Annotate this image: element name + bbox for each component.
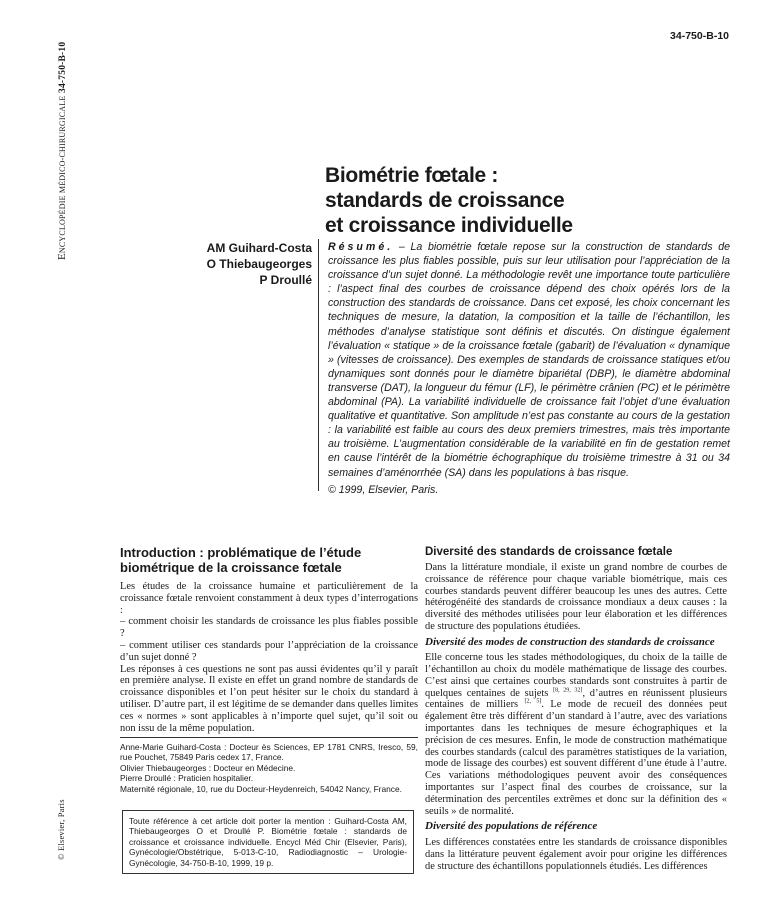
section-heading-diversite: Diversité des standards de croissance fœtale <box>425 546 673 558</box>
affiliation: Maternité régionale, 10, rue du Docteur-Heydenreich, 54042 Nancy, France. <box>120 783 402 794</box>
column-left <box>120 545 418 734</box>
paragraph <box>425 652 727 817</box>
text-run: Elle concerne tous les stades méthodologiques, du choix de la taille de l’échantillon au choix du modèle mathématique de lissage des courbes. C’est ainsi que certaines courbes standards sont construites à partir de quelques centaines de sujets <box>425 652 727 699</box>
publisher-label: © Elsevier, Paris <box>56 799 66 860</box>
author: P Droullé <box>259 273 312 287</box>
column-right <box>425 545 727 872</box>
author: AM Guihard-Costa <box>206 241 312 255</box>
journal-name: NCYCLOPÉDIE MÉDICO-CHIRURGICALE <box>58 95 67 254</box>
paragraph: Les études de la croissance humaine et particulièrement de la croissance fœtale renvoient constamment à deux types d’interrogations : <box>120 581 418 616</box>
paragraph: Dans la littérature mondiale, il existe un grand nombre de courbes de croissance de référence pour chaque variable biométrique, mais ces courbes standards peuvent différer beaucoup les unes des autres. Cette hétérogénéité des standards de croissance mondiaux a deux causes : la diversité des méthodes utilisées pour leur élaboration et les différences de structure des populations étudiées. <box>425 562 727 632</box>
title-line-2: standards de croissance <box>325 189 565 212</box>
article-ref: 34-750-B-10 <box>670 30 729 42</box>
abstract-text: – La biométrie fœtale repose sur la construction de standards de croissance les plus fiables possible, puis sur leur utilisation pour l’appréciation de la croissance d’un sujet donné. La méthodologie revêt une importance toute particulière : l’aspect final des courbes de croissance dépend des choix opérés lors de la construction des standards de croissance. Dans cet exposé, les choix concernant les techniques de mesure, la datation, la composition et la taille de l’échantillon, les méthodes d’analyse statistique sont définis et discutés. On distingue également l’évaluation « statique » de la croissance fœtale (gabarit) de l’évaluation « dynamique » (vitesses de croissance). Des exemples de standards de croissance statiques et/ou dynamiques sont donnés pour le diamètre bipariétal (DBP), le diamètre abdominal transverse (DAT), la longueur du fémur (LF), le périmètre crânien (PC) et le périmètre abdominal (PA). La variabilité individuelle de croissance fait l’objet d’une évaluation qualitative et quantitative. Son amplitude n’est pas constante au cours de la gestation : la variabilité est faible au cours des deux premiers trimestres, mais très importante au troisième. L’augmentation considérable de la variabilité en fin de gestation remet en cause l’intérêt de la biométrie échographique du troisième trimestre à 31 ou 34 semaines d’aménorrhée (SA) dans les populations à bas risque. <box>328 241 730 479</box>
text-run: . Le mode de recueil des données peut également être très différent d’un standard à l’autre, avec des variations importantes dans les techniques de mesure échographiques et la précision de ces mesures. Enfin, le mode de construction mathématique des courbes standards (calcul des paramètres statistiques de la variation, mode de lissage des courbes) est souvent différent d’une étude à l’autre. Ces variations méthodologiques peuvent avoir des conséquences importantes sur l’aspect final des courbes de croissance, sur la détermination des percentiles extrêmes et donc sur la définition des « seuils » de normalité. <box>425 699 727 817</box>
author-list <box>150 240 312 288</box>
journal-code: 34-750-B-10 <box>58 41 68 93</box>
paragraph: Les réponses à ces questions ne sont pas aussi évidentes qu’il y paraît en première analyse. Il existe en effet un grand nombre de standards de croissance disponibles et l’on peut hésiter sur le choix du standard à utiliser. D’autre part, il est légitime de se demander dans quelles limites ces « normes » sont applicables à n’importe quel sujet, qu’il soit ou non issu de la même population. <box>120 663 418 734</box>
subsection-heading-populations: Diversité des populations de référence <box>425 820 598 833</box>
abstract-divider <box>318 239 319 491</box>
abstract <box>328 240 730 497</box>
reference: [8, 29, 32] <box>553 687 583 694</box>
reference: [2, 5] <box>524 699 542 705</box>
copyright: © 1999, Elsevier, Paris. <box>328 483 439 496</box>
journal-prefix: E <box>56 253 68 260</box>
abstract-label: Résumé. <box>328 241 394 253</box>
text-run: , d’autres en réunissent plusieurs centaines de milliers <box>425 687 727 711</box>
title-line-3: et croissance individuelle <box>325 214 573 237</box>
journal-sidebar <box>56 20 68 260</box>
author: O Thiebaugeorges <box>206 257 312 271</box>
citation-box: Toute référence à cet article doit porter la mention : Guihard-Costa AM, Thiebaugeorges O et Droullé P. Biométrie fœtale : standards de croissance et croissance individuelle. Encycl Méd Chir (Elsevier, Paris), Gynécologie/Obstétrique, 5-013-C-10, Radiodiagnostic – Urologie-Gynécologie, 34-750-B-10, 1999, 19 p. <box>122 810 414 874</box>
affiliation: Pierre Droullé : Praticien hospitalier. <box>120 773 254 784</box>
paragraph: Les différences constatées entre les standards de croissance disponibles dans la littérature peuvent également avoir pour origine les différences de structure des échantillons populationnels étudiés. Les différences <box>425 836 727 872</box>
subsection-heading-construction: Diversité des modes de construction des standards de croissance <box>425 635 715 648</box>
list-item: – comment utiliser ces standards pour l’appréciation de la croissance d’un sujet donné ? <box>120 639 418 663</box>
affiliation: Olivier Thiebaugeorges : Docteur en Médecine. <box>120 762 296 773</box>
affiliation: Anne-Marie Guihard-Costa : Docteur ès Sciences, EP 1781 CNRS, Iresco, 59, rue Pouchet, 75849 Paris cedex 17, France. <box>120 742 418 763</box>
article-title <box>325 163 645 238</box>
footnote-divider <box>120 737 418 738</box>
section-heading-intro: Introduction : problématique de l’étude biométrique de la croissance fœtale <box>120 545 362 575</box>
title-line-1: Biométrie fœtale : <box>325 164 499 187</box>
list-item: – comment choisir les standards de croissance les plus fiables possible ? <box>120 616 418 640</box>
author-affiliations <box>120 742 418 794</box>
publisher-sidebar <box>56 800 68 860</box>
